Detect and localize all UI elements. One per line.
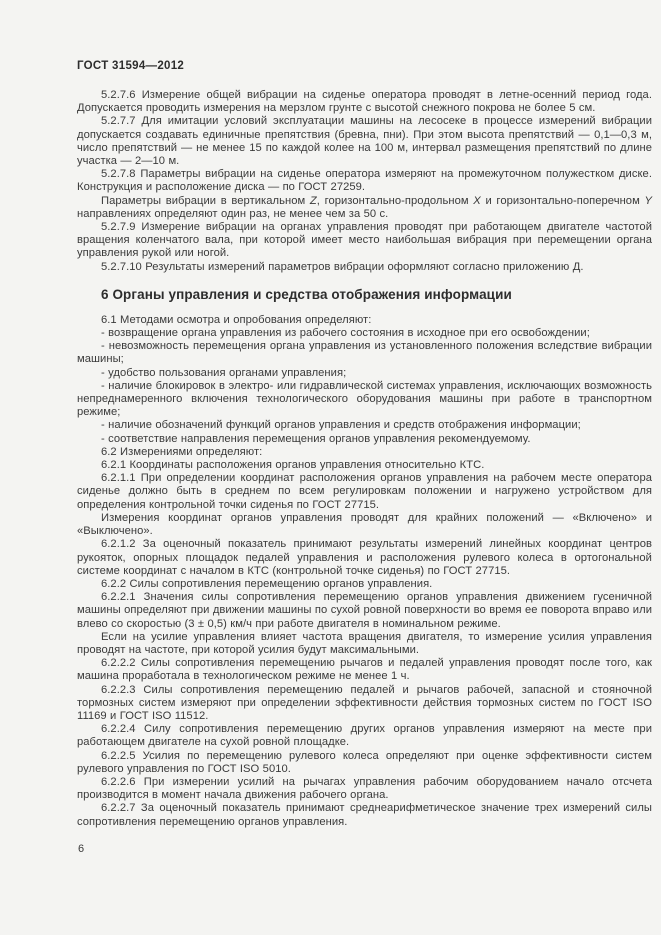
page-number: 6 <box>78 843 85 855</box>
paragraph-6-2: 6.2 Измерениями определяют: <box>101 445 263 458</box>
paragraph-6-2-2-5: 6.2.2.5 Усилия по перемещению рулевого колеса определяют при оценке эффективности систем рулевого управления по ГОСТ ISO 5010. <box>77 749 652 775</box>
paragraph-6-2-2-7: 6.2.2.7 За оценочный показатель принимают среднеарифметическое значение трех измерений силы сопротивления перемещению органов управления. <box>77 802 652 828</box>
paragraph-5-2-7-6: 5.2.7.6 Измерение общей вибрации на сиденье оператора проводят в летне-осенний период года. Допускается проводить измерения на мерзлом грунте с высотой снежного покрова не более 5 см. <box>77 89 652 115</box>
axis-z-label: Z <box>309 194 317 207</box>
paragraph-6-2-2-3: 6.2.2.3 Силы сопротивления перемещению педалей и рычагов рабочей, запасной и стояночной тормозных систем измеряют при определении эффективности действия тормозных систем по ГОСТ ISO 11169 и ГОСТ ISO 11512. <box>77 683 652 722</box>
paragraph-5-2-7-7: 5.2.7.7 Для имитации условий эксплуатации машины на лесосеке в процессе измерений вибрации допускается создавать единичные препятствия (бревна, пни). При этом высота препятствий — 0,1—0,3 м, число препятствий — не менее 15 по каждой колее на 100 м, интервал размещения препятствий по длине участка — 2—10 м. <box>77 115 652 168</box>
running-header: ГОСТ 31594—2012 <box>77 60 185 72</box>
paragraph-5-2-7-10: 5.2.7.10 Результаты измерений параметров вибрации оформляют согласно приложению Д. <box>101 260 584 273</box>
paragraph-5-2-7-9: 5.2.7.9 Измерение вибрации на органах управления проводят при работающем двигателе частотой вращения коленчатого вала, при которой имеет место наибольшая вибрация при перемещении органа управления рукой или ногой. <box>77 221 652 260</box>
list-item: - невозможность перемещения органа управления из установленного положения вследствие вибрации машины; <box>77 340 652 366</box>
text-segment: и горизонтально-поперечном <box>480 194 645 207</box>
paragraph-5-2-7-8: 5.2.7.8 Параметры вибрации на сиденье оператора измеряют на промежуточном полужестком диске. Конструкция и расположение диска — по ГОСТ 27259. <box>77 168 652 194</box>
paragraph-6-2-1-1: 6.2.1.1 При определении координат расположения органов управления на рабочем месте оператора сиденье должно быть в среднем по всем регулировкам положении и нагружено устройством для определения контрольной точки сиденья по ГОСТ 27715. <box>77 472 652 511</box>
list-item: - соответствие направления перемещения органов управления рекомендуемому. <box>101 432 531 445</box>
paragraph-6-2-1-2: 6.2.1.2 За оценочный показатель принимают результаты измерений линейных координат центров рукояток, опорных площадок педалей управления и расположения рулевого колеса в ортогональной системе координат с началом в КТС (контрольной точке сиденья) по ГОСТ 27715. <box>77 538 652 577</box>
text-segment: , горизонтально-продольном <box>316 194 474 207</box>
paragraph-6-1: 6.1 Методами осмотра и опробования определяют: <box>101 313 372 326</box>
axis-y-label: Y <box>644 194 652 207</box>
paragraph-6-2-2-6: 6.2.2.6 При измерении усилий на рычагах управления рабочим оборудованием начало отсчета производится в момент начала движения рабочего органа. <box>77 775 652 802</box>
paragraph-6-2-2-2: 6.2.2.2 Силы сопротивления перемещению рычагов и педалей управления проводят после того, как машина проработала в технологическом режиме не менее 1 ч. <box>77 657 652 683</box>
list-item: - наличие блокировок в электро- или гидравлической системах управления, исключающих возможность непреднамеренного включения технологического оборудования машины при работе в транспортном режиме; <box>77 379 652 419</box>
document-body <box>77 89 652 829</box>
paragraph-engine-speed: Если на усилие управления влияет частота вращения двигателя, то измерение усилия управления проводят на частоте, при которой усилия будут максимальными. <box>77 630 652 656</box>
list-item: - наличие обозначений функций органов управления и средств отображения информации; <box>101 419 581 432</box>
paragraph-6-2-2-4: 6.2.2.4 Силу сопротивления перемещению других органов управления измеряют на месте при работающем двигателе на сухой ровной площадке. <box>77 723 652 749</box>
paragraph-6-2-2-1: 6.2.2.1 Значения силы сопротивления перемещению органов управления движением гусеничной машины определяют при движении машины по сухой ровной поверхности во время ее поворота вправо или влево со скоростью (3 ± 0,5) км/ч при работе двигателя в номинальном режиме. <box>77 591 652 630</box>
section-6-heading: 6 Органы управления и средства отображения информации <box>101 286 512 302</box>
paragraph-vibration-directions <box>77 195 652 221</box>
list-item: - удобство пользования органами управления; <box>101 366 347 379</box>
list-item: - возвращение органа управления из рабочего состояния в исходное при его освобождении; <box>101 327 590 340</box>
paragraph-6-2-2: 6.2.2 Силы сопротивления перемещению органов управления. <box>101 577 433 590</box>
text-segment: направлениях определяют один раз, не менее чем за 50 с. <box>77 207 389 220</box>
text-segment: Параметры вибрации в вертикальном <box>101 194 310 207</box>
axis-x-label: X <box>473 194 481 207</box>
paragraph-6-2-1: 6.2.1 Координаты расположения органов управления относительно КТС. <box>101 459 485 472</box>
paragraph-measurements-positions: Измерения координат органов управления проводят для крайних положений — «Включено» и «Выключено». <box>77 511 652 538</box>
